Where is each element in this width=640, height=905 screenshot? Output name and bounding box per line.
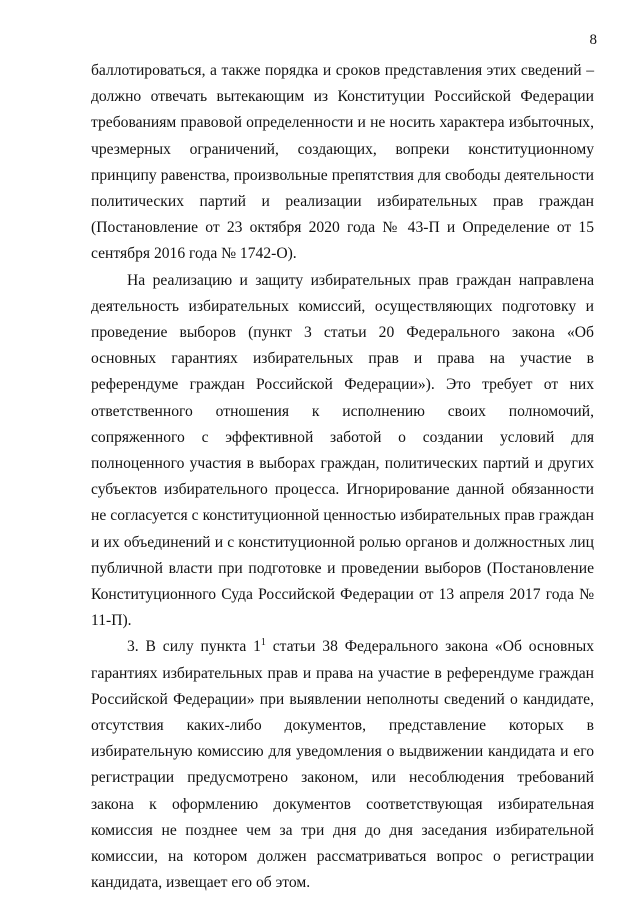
paragraph-continuation: баллотироваться, а также порядка и сроков представления этих сведений – должно отвечать вытекающим из Конституции Российской Федерации требованиям правовой определенности и не носить характера избыточных, чрезмерных ограничений, создающих, вопреки конституционному принципу равенства, произвольные препятствия для свободы деятельности политических партий и реализации избирательных прав граждан (Постановление от 23 октября 2020 года № 43-П и Определение от 15 сентября 2016 года № 1742-О). <box>91 62 594 263</box>
paragraph-electoral-commissions: На реализацию и защиту избирательных прав граждан направлена деятельность избирательных комиссий, осуществляющих подготовку и проведение выборов (пункт 3 статьи 20 Федерального закона «Об основных гарантиях избирательных прав и права на участие в референдуме граждан Российской Федерации»). Это требует от них ответственного отношения к исполнению своих полномочий, сопряженного с эффективной заботой о создании условий для полноценного участия в выборах граждан, политических партий и других субъектов избирательного процесса. Игнорирование данной обязанности не согласуется с конституционной ценностью избирательных прав граждан и их объединений и с конституционной ролью органов и должностных лиц публичной власти при подготовке и проведении выборов (Постановление Конституционного Суда Российской Федерации от 13 апреля 2017 года № 11-П). <box>91 271 594 630</box>
paragraph-point-3 <box>91 634 594 896</box>
footnote-superscript: 1 <box>260 637 266 649</box>
paragraph-point-3-lead: 3. В силу пункта 1 <box>127 638 261 656</box>
page-number: 8 <box>589 32 597 48</box>
paragraph-point-3-text: статьи 38 Федерального закона «Об основных гарантиях избирательных прав и права на участие в референдуме граждан Российской Федерации» при выявлении неполноты сведений о кандидате, отсутствия каких-либо документов, представление которых в избирательную комиссию для уведомления о выдвижении кандидата и его регистрации предусмотрено законом, или несоблюдения требований закона к оформлению документов соответствующая избирательная комиссия не позднее чем за три дня до дня заседания избирательной комиссии, на котором должен рассматриваться вопрос о регистрации кандидата, извещает его об этом. <box>91 638 594 892</box>
document-body <box>91 58 594 897</box>
